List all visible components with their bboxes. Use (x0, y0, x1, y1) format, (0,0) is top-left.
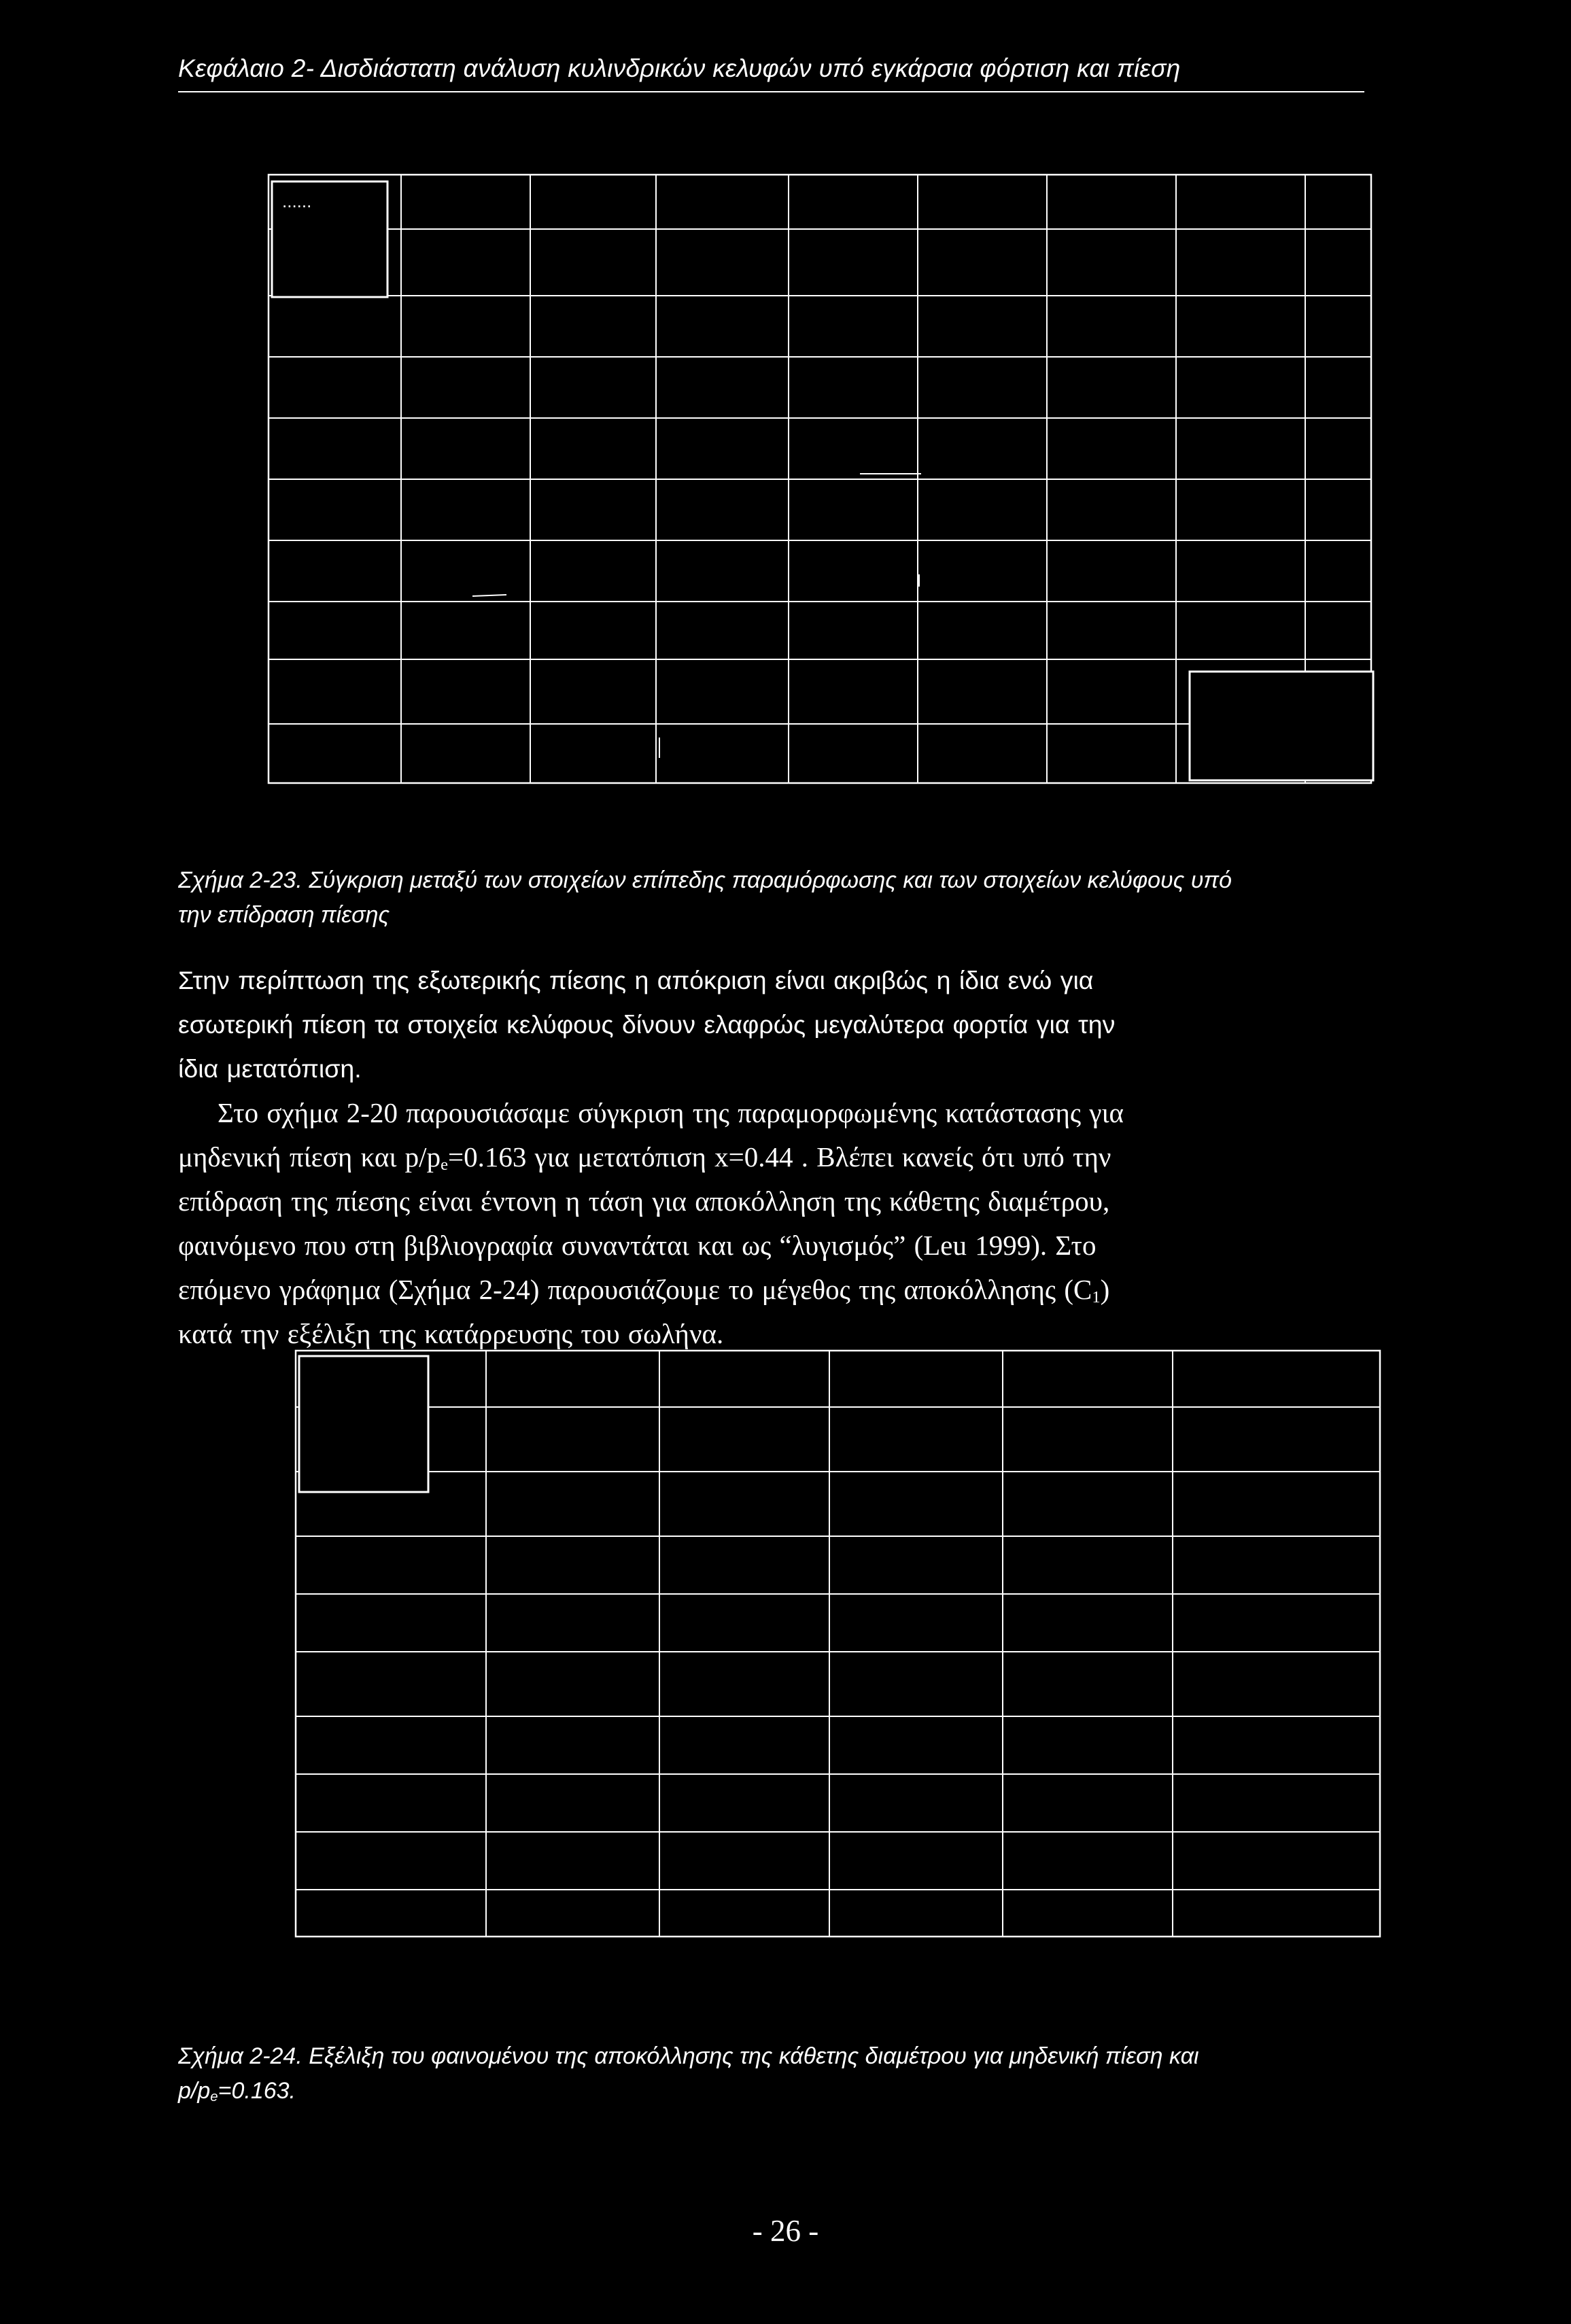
figure-2-23-caption (178, 863, 1375, 933)
text-line: επόμενο γράφημα (Σχήμα 2-24) παρουσιάζουμε το μέγεθος της αποκόλλησης (C (178, 1274, 1092, 1305)
plot-frame (296, 1351, 1380, 1937)
caption-line: Σχήμα 2-24. Εξέλιξη του φαινομένου της αποκόλλησης της κάθετης διαμέτρου για μηδενική πίεση και (178, 2043, 1199, 2069)
figure-2-24-plot (292, 1349, 1387, 1941)
text-line: μηδενική πίεση και p/p (178, 1141, 441, 1173)
running-header: Κεφάλαιο 2- Δισδιάστατη ανάλυση κυλινδρικών κελυφών υπό εγκάρσια φόρτιση και πίεση (178, 54, 1181, 82)
text-line: ίδια μετατόπιση. (178, 1054, 362, 1083)
inset-box (1190, 672, 1373, 780)
figure-2-24 (292, 1349, 1387, 1941)
text-line: επίδραση της πίεσης είναι έντονη η τάση για αποκόλληση της κάθετης διαμέτρου, (178, 1185, 1110, 1217)
paragraph-2 (178, 1091, 1378, 1356)
legend-dots: ...... (282, 191, 312, 211)
page-number: - 26 - (752, 2214, 819, 2248)
header-rule (178, 91, 1364, 92)
text-line: Στην περίπτωση της εξωτερικής πίεσης η απόκριση είναι ακριβώς η ίδια ενώ για (178, 966, 1094, 994)
figure-2-24-caption (178, 2039, 1375, 2109)
figure-2-23-plot (262, 173, 1383, 788)
caption-text: p/p (178, 2078, 211, 2104)
caption-text: =0.163. (218, 2078, 296, 2104)
text-line: εσωτερική πίεση τα στοιχεία κελύφους δίνουν ελαφρώς μεγαλύτερα φορτία για την (178, 1010, 1116, 1039)
text-line: κατά την εξέλιξη της κατάρρευσης του σωλήνα. (178, 1318, 724, 1349)
text-line: Στο σχήμα 2-20 παρουσιάσαμε σύγκριση της παραμορφωμένης κατάστασης για (218, 1097, 1124, 1128)
paragraph-1 (178, 958, 1378, 1091)
figure-2-23 (262, 173, 1383, 788)
text-line: φαινόμενο που στη βιβλιογραφία συναντάται και ως “λυγισμός” (Leu 1999). Στο (178, 1230, 1097, 1261)
caption-line: την επίδραση πίεσης (178, 902, 390, 928)
legend-box (299, 1356, 428, 1492)
subscript: e (441, 1155, 448, 1174)
curve-fragments (472, 474, 921, 758)
caption-line: Σχήμα 2-23. Σύγκριση μεταξύ των στοιχείων επίπεδης παραμόρφωσης και των στοιχείων κελύφους υπό (178, 867, 1232, 893)
body-text (178, 958, 1378, 1356)
text-line: ) (1100, 1274, 1110, 1305)
text-line: =0.163 για μετατόπιση x=0.44 . Βλέπει κανείς ότι υπό την (448, 1141, 1111, 1173)
subscript: e (210, 2089, 218, 2105)
caption-line (178, 2074, 1375, 2109)
subscript: 1 (1092, 1287, 1101, 1306)
plot-gridlines (296, 1351, 1380, 1937)
